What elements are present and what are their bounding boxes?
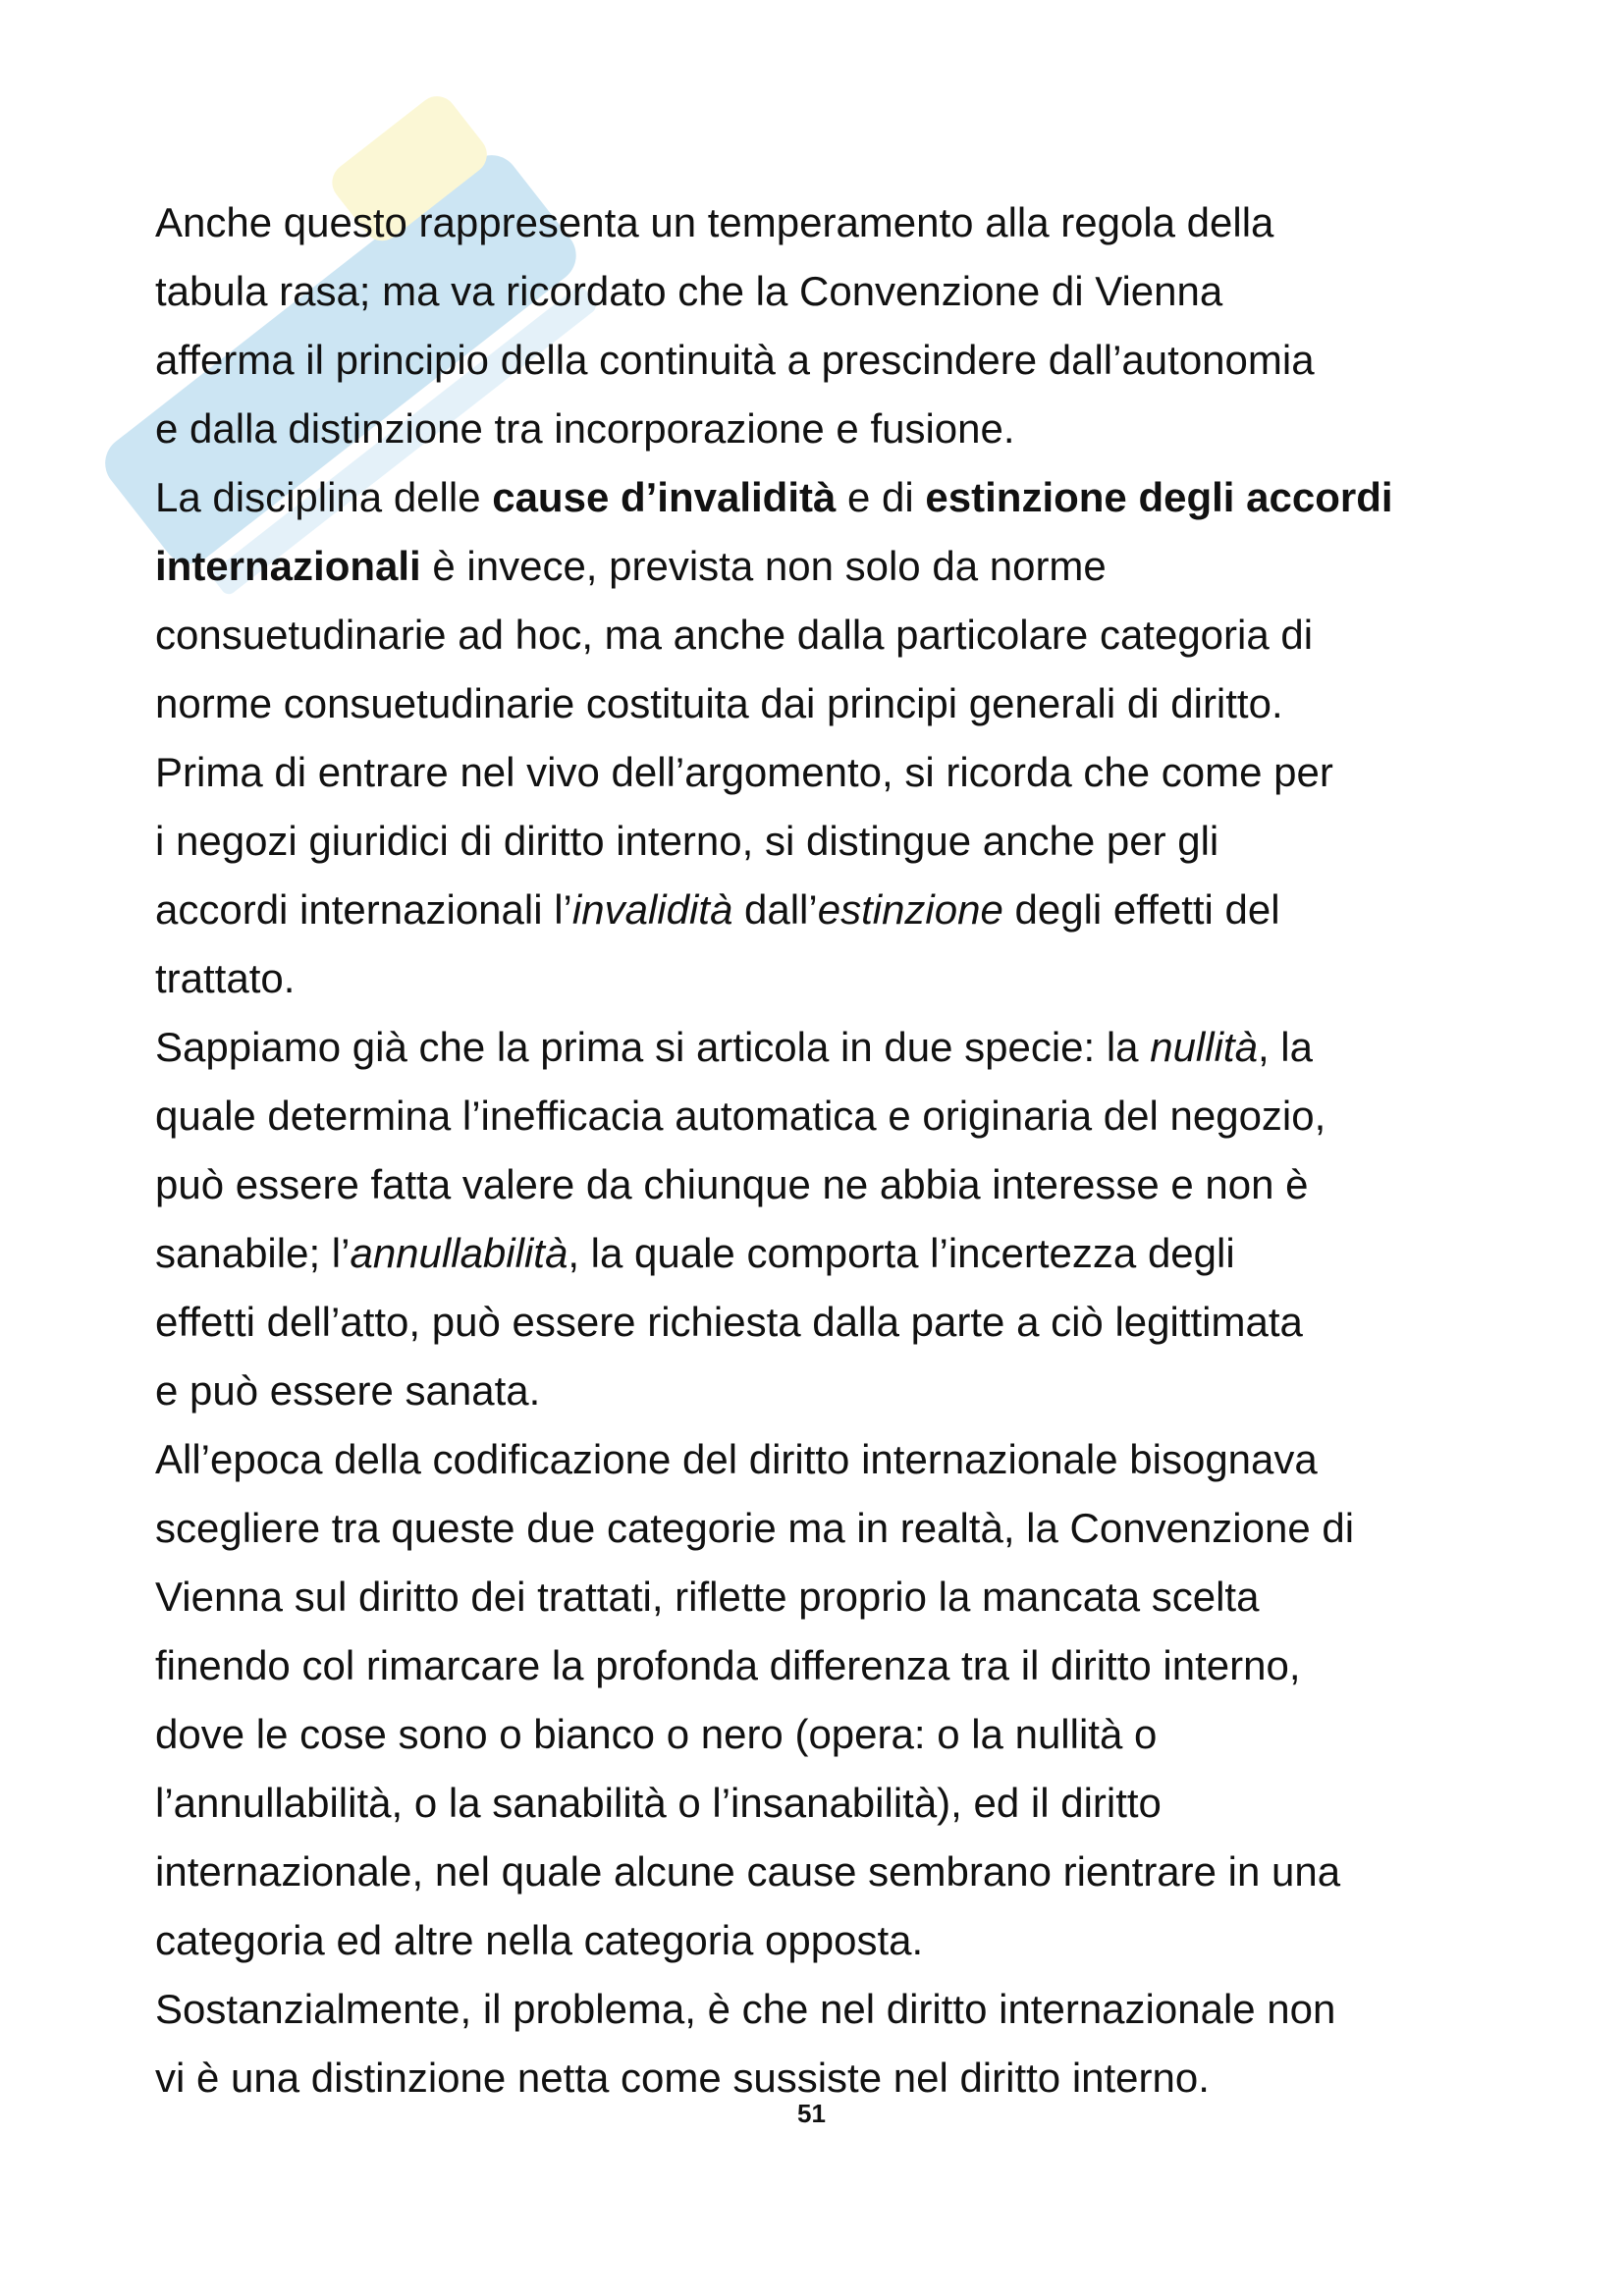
text-run: Prima di entrare nel vivo dell’argomento, si ricorda che come per xyxy=(155,749,1333,795)
text-line xyxy=(155,1150,1471,1219)
text-line xyxy=(155,1906,1471,1975)
text-run: categoria ed altre nella categoria opposta. xyxy=(155,1917,924,1963)
paragraph xyxy=(155,463,1471,738)
text-run: sanabile; l’ xyxy=(155,1230,351,1276)
text-line xyxy=(155,1013,1471,1082)
text-run: e dalla distinzione tra incorporazione e fusione. xyxy=(155,405,1015,452)
text-run: effetti dell’atto, può essere richiesta dalla parte a ciò legittimata xyxy=(155,1299,1303,1345)
text-line xyxy=(155,1425,1471,1494)
text-line xyxy=(155,944,1471,1013)
text-run: , la xyxy=(1257,1024,1313,1070)
text-run: e può essere sanata. xyxy=(155,1367,541,1414)
text-line xyxy=(155,395,1471,463)
text-line xyxy=(155,1700,1471,1769)
text-run: La disciplina delle xyxy=(155,474,493,520)
italic-term: nullità xyxy=(1150,1024,1258,1070)
text-line xyxy=(155,463,1471,532)
text-run: Sappiamo già che la prima si articola in due specie: la xyxy=(155,1024,1151,1070)
text-run: tabula rasa; ma va ricordato che la Convenzione di Vienna xyxy=(155,268,1223,314)
bold-term: estinzione degli accordi xyxy=(925,474,1393,520)
text-run: i negozi giuridici di diritto interno, si distingue anche per gli xyxy=(155,818,1219,864)
italic-term: invalidità xyxy=(571,886,733,933)
paragraph xyxy=(155,1013,1471,1425)
italic-term: annullabilità xyxy=(350,1230,568,1276)
text-line xyxy=(155,669,1471,738)
body-text xyxy=(155,188,1471,2112)
text-run: dall’ xyxy=(732,886,818,933)
text-run: finendo col rimarcare la profonda differenza tra il diritto interno, xyxy=(155,1642,1301,1688)
text-line xyxy=(155,326,1471,395)
text-run: Anche questo rappresenta un temperamento alla regola della xyxy=(155,199,1274,245)
text-line xyxy=(155,1838,1471,1906)
text-run: Vienna sul diritto dei trattati, riflette proprio la mancata scelta xyxy=(155,1574,1260,1620)
italic-term: estinzione xyxy=(817,886,1003,933)
text-run: può essere fatta valere da chiunque ne abbia interesse e non è xyxy=(155,1161,1309,1207)
text-line xyxy=(155,532,1471,601)
text-line xyxy=(155,1494,1471,1563)
text-run: consuetudinarie ad hoc, ma anche dalla particolare categoria di xyxy=(155,612,1314,658)
bold-term: internazionali xyxy=(155,543,421,589)
text-line xyxy=(155,1563,1471,1631)
text-run: norme consuetudinarie costituita dai principi generali di diritto. xyxy=(155,680,1283,726)
text-run: scegliere tra queste due categorie ma in realtà, la Convenzione di xyxy=(155,1505,1355,1551)
text-run: e di xyxy=(836,474,926,520)
paragraph xyxy=(155,738,1471,1013)
bold-term: cause d’invalidità xyxy=(492,474,837,520)
text-run: trattato. xyxy=(155,955,296,1001)
text-line xyxy=(155,876,1471,944)
text-run: quale determina l’inefficacia automatica e originaria del negozio, xyxy=(155,1093,1326,1139)
text-line xyxy=(155,738,1471,807)
text-line xyxy=(155,1631,1471,1700)
text-line xyxy=(155,1769,1471,1838)
paragraph xyxy=(155,188,1471,463)
text-line xyxy=(155,1288,1471,1357)
text-run: Sostanzialmente, il problema, è che nel diritto internazionale non xyxy=(155,1986,1336,2032)
paragraph xyxy=(155,1425,1471,1975)
text-line xyxy=(155,1219,1471,1288)
text-run: All’epoca della codificazione del diritto internazionale bisognava xyxy=(155,1436,1318,1482)
text-run: l’annullabilità, o la sanabilità o l’insanabilità), ed il diritto xyxy=(155,1780,1162,1826)
text-line xyxy=(155,1082,1471,1150)
text-run: degli effetti del xyxy=(1002,886,1280,933)
text-run: afferma il principio della continuità a prescindere dall’autonomia xyxy=(155,337,1315,383)
text-run: dove le cose sono o bianco o nero (opera: o la nullità o xyxy=(155,1711,1158,1757)
text-line xyxy=(155,601,1471,669)
text-run: accordi internazionali l’ xyxy=(155,886,572,933)
text-line xyxy=(155,807,1471,876)
text-run: vi è una distinzione netta come sussiste nel diritto interno. xyxy=(155,2055,1210,2101)
text-line xyxy=(155,1975,1471,2044)
text-line xyxy=(155,1357,1471,1425)
text-run: è invece, prevista non solo da norme xyxy=(420,543,1107,589)
paragraph xyxy=(155,1975,1471,2112)
text-line xyxy=(155,188,1471,257)
text-run: internazionale, nel quale alcune cause sembrano rientrare in una xyxy=(155,1848,1341,1895)
text-line xyxy=(155,257,1471,326)
text-run: , la quale comporta l’incertezza degli xyxy=(568,1230,1235,1276)
page-number: 51 xyxy=(797,2099,826,2128)
